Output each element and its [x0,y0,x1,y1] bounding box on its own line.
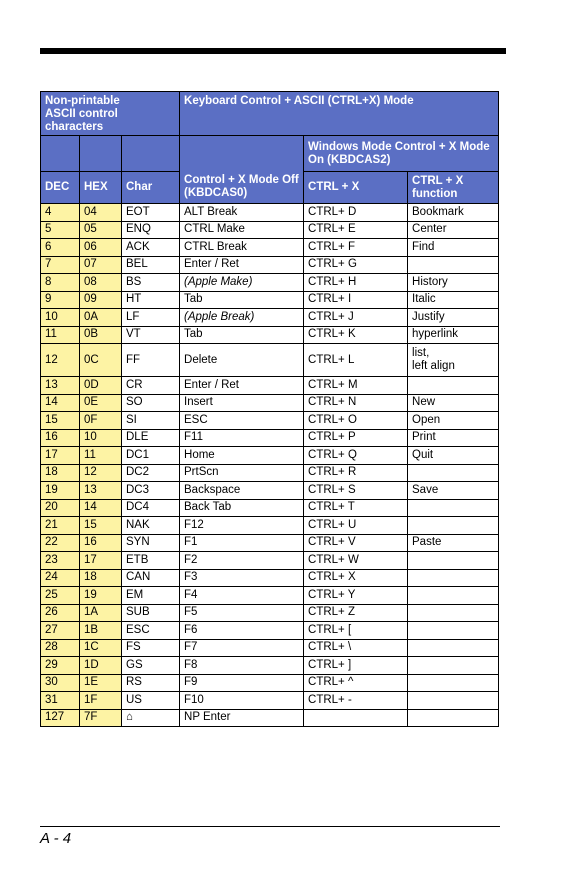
ctrl-x-cell: CTRL+ M [304,377,408,395]
table-row [41,552,499,570]
table-row [41,377,499,395]
table-row [41,274,499,292]
ctrl-x-cell [304,709,408,727]
dec-cell: 6 [41,239,80,257]
dec-cell: 7 [41,256,80,274]
hex-cell: 15 [80,517,122,535]
ctrl-x-function-cell [408,377,499,395]
ctrl-x-cell: CTRL+ N [304,394,408,412]
ctrl-off-cell: F2 [180,552,304,570]
char-cell: SO [122,394,180,412]
ctrl-x-function-cell [408,499,499,517]
ctrl-x-function-cell [408,569,499,587]
hex-cell: 04 [80,204,122,222]
dec-cell: 26 [41,604,80,622]
ctrl-x-function-cell [408,709,499,727]
table-row [41,429,499,447]
hex-cell: 08 [80,274,122,292]
ctrl-x-function-cell [408,552,499,570]
table-body [41,204,499,727]
char-cell: DC3 [122,482,180,500]
dec-cell: 19 [41,482,80,500]
char-cell: CR [122,377,180,395]
table-row [41,204,499,222]
table-row [41,639,499,657]
ctrl-x-cell: CTRL+ ] [304,657,408,675]
ctrl-off-cell: PrtScn [180,464,304,482]
ctrl-x-function-cell: New [408,394,499,412]
hex-cell: 07 [80,256,122,274]
ctrl-x-header: CTRL + X [304,172,408,204]
ctrl-x-cell: CTRL+ E [304,221,408,239]
char-cell: SI [122,412,180,430]
table-row [41,447,499,465]
char-cell: DC2 [122,464,180,482]
ctrl-off-cell: F10 [180,692,304,710]
char-cell: GS [122,657,180,675]
ctrl-x-cell: CTRL+ D [304,204,408,222]
ctrl-x-function-cell: Paste [408,534,499,552]
hex-cell: 05 [80,221,122,239]
dec-cell: 30 [41,674,80,692]
empty-header-cell [41,136,80,172]
ctrl-off-cell: Enter / Ret [180,256,304,274]
hex-cell: 0F [80,412,122,430]
hex-header: HEX [80,172,122,204]
ctrl-x-cell: CTRL+ P [304,429,408,447]
ctrl-x-cell: CTRL+ W [304,552,408,570]
dec-cell: 10 [41,309,80,327]
table-row [41,534,499,552]
table-row [41,657,499,675]
ctrl-off-cell: NP Enter [180,709,304,727]
ctrl-x-cell: CTRL+ \ [304,639,408,657]
dec-cell: 8 [41,274,80,292]
ctrl-x-cell: CTRL+ X [304,569,408,587]
ctrl-x-function-cell [408,657,499,675]
char-cell: SYN [122,534,180,552]
char-cell: LF [122,309,180,327]
table-row [41,587,499,605]
char-cell: EOT [122,204,180,222]
char-cell: DC4 [122,499,180,517]
ctrl-off-cell: Tab [180,291,304,309]
ctrl-x-cell: CTRL+ T [304,499,408,517]
ctrl-off-cell: ALT Break [180,204,304,222]
char-cell: BS [122,274,180,292]
hex-cell: 18 [80,569,122,587]
table-row [41,239,499,257]
dec-cell: 9 [41,291,80,309]
hex-cell: 1D [80,657,122,675]
table-row [41,622,499,640]
dec-cell: 4 [41,204,80,222]
ascii-control-table [40,91,499,727]
dec-cell: 31 [41,692,80,710]
hex-cell: 09 [80,291,122,309]
char-cell: BEL [122,256,180,274]
table-row [41,412,499,430]
ctrl-x-function-cell: Justify [408,309,499,327]
ctrl-off-cell: F5 [180,604,304,622]
hex-cell: 1C [80,639,122,657]
hex-cell: 10 [80,429,122,447]
empty-header-cell [122,136,180,172]
table-header [41,92,499,204]
hex-cell: 0B [80,326,122,344]
char-cell: ENQ [122,221,180,239]
ctrl-off-cell: Backspace [180,482,304,500]
hex-cell: 06 [80,239,122,257]
hex-cell: 0A [80,309,122,327]
ctrl-x-function-cell [408,674,499,692]
hex-cell: 1F [80,692,122,710]
dec-cell: 24 [41,569,80,587]
table-row [41,604,499,622]
hex-cell: 0C [80,344,122,377]
ctrl-x-function-cell [408,639,499,657]
dec-cell: 127 [41,709,80,727]
hex-cell: 0D [80,377,122,395]
ctrl-off-cell: F6 [180,622,304,640]
dec-cell: 22 [41,534,80,552]
table-row [41,674,499,692]
ctrl-off-cell: Enter / Ret [180,377,304,395]
ctrl-x-cell: CTRL+ F [304,239,408,257]
windows-mode-header: Windows Mode Control + X Mode On (KBDCAS2) [304,136,499,172]
ctrl-off-cell: F4 [180,587,304,605]
table-row [41,309,499,327]
table-row [41,291,499,309]
char-cell: HT [122,291,180,309]
ctrl-x-cell: CTRL+ O [304,412,408,430]
char-cell: ⌂ [122,709,180,727]
dec-cell: 17 [41,447,80,465]
ctrl-x-function-cell: Open [408,412,499,430]
ctrl-x-function-cell: Quit [408,447,499,465]
ctrl-off-cell: Tab [180,326,304,344]
ctrl-x-cell: CTRL+ I [304,291,408,309]
char-cell: CAN [122,569,180,587]
ctrl-x-cell: CTRL+ H [304,274,408,292]
char-cell: VT [122,326,180,344]
hex-cell: 1A [80,604,122,622]
hex-cell: 7F [80,709,122,727]
table-row [41,464,499,482]
table-row [41,499,499,517]
dec-header: DEC [41,172,80,204]
hex-cell: 16 [80,534,122,552]
char-cell: DLE [122,429,180,447]
hex-cell: 12 [80,464,122,482]
char-cell: FF [122,344,180,377]
char-cell: US [122,692,180,710]
char-cell: FS [122,639,180,657]
ctrl-x-cell: CTRL+ L [304,344,408,377]
keyboard-mode-header: Keyboard Control + ASCII (CTRL+X) Mode [180,92,499,136]
ctrl-x-function-cell: Bookmark [408,204,499,222]
ctrl-x-cell: CTRL+ J [304,309,408,327]
ctrl-off-cell: F8 [180,657,304,675]
ctrl-x-function-cell [408,622,499,640]
char-cell: ESC [122,622,180,640]
dec-cell: 13 [41,377,80,395]
ctrl-off-cell: F11 [180,429,304,447]
char-cell: DC1 [122,447,180,465]
dec-cell: 15 [41,412,80,430]
ctrl-x-function-cell: hyperlink [408,326,499,344]
ctrl-off-cell: Insert [180,394,304,412]
ctrl-off-cell: (Apple Break) [180,309,304,327]
hex-cell: 1B [80,622,122,640]
top-rule [40,48,506,54]
ctrl-x-cell: CTRL+ Z [304,604,408,622]
dec-cell: 16 [41,429,80,447]
ctrl-off-cell: Back Tab [180,499,304,517]
ctrl-off-cell: F7 [180,639,304,657]
char-cell: RS [122,674,180,692]
dec-cell: 5 [41,221,80,239]
ctrl-x-function-cell: Print [408,429,499,447]
char-cell: SUB [122,604,180,622]
dec-cell: 25 [41,587,80,605]
ctrl-x-cell: CTRL+ U [304,517,408,535]
hex-cell: 13 [80,482,122,500]
hex-cell: 14 [80,499,122,517]
ctrl-x-function-cell: Save [408,482,499,500]
ctrl-x-function-cell [408,692,499,710]
ctrl-off-cell: F12 [180,517,304,535]
ctrl-off-cell: F3 [180,569,304,587]
ctrl-x-function-header: CTRL + X function [408,172,499,204]
ctrl-x-function-cell [408,587,499,605]
table-row [41,326,499,344]
char-cell: EM [122,587,180,605]
ctrl-off-cell: CTRL Break [180,239,304,257]
hex-cell: 0E [80,394,122,412]
table-row [41,709,499,727]
dec-cell: 12 [41,344,80,377]
ctrl-x-cell: CTRL+ ^ [304,674,408,692]
ctrl-x-function-cell: Center [408,221,499,239]
bottom-rule [40,826,500,827]
ctrl-x-function-cell: Italic [408,291,499,309]
table-row [41,692,499,710]
dec-cell: 21 [41,517,80,535]
ctrl-x-cell: CTRL+ K [304,326,408,344]
hex-cell: 1E [80,674,122,692]
ctrl-x-cell: CTRL+ Y [304,587,408,605]
dec-cell: 14 [41,394,80,412]
dec-cell: 11 [41,326,80,344]
ctrl-x-cell: CTRL+ Q [304,447,408,465]
table-row [41,482,499,500]
ctrl-x-function-cell: list, left align [408,344,499,377]
table-row [41,221,499,239]
ctrl-x-function-cell: History [408,274,499,292]
dec-cell: 27 [41,622,80,640]
nonprintable-header: Non-printable ASCII control characters [41,92,180,136]
char-cell: ACK [122,239,180,257]
ctrl-off-cell: ESC [180,412,304,430]
page-number: A - 4 [40,830,72,847]
ctrl-x-function-cell [408,464,499,482]
table-row [41,256,499,274]
ctrl-x-function-cell: Find [408,239,499,257]
ctrl-x-cell: CTRL+ R [304,464,408,482]
ctrl-x-function-cell [408,517,499,535]
ctrl-x-cell: CTRL+ [ [304,622,408,640]
dec-cell: 28 [41,639,80,657]
hex-cell: 11 [80,447,122,465]
hex-cell: 19 [80,587,122,605]
hex-cell: 17 [80,552,122,570]
dec-cell: 18 [41,464,80,482]
dec-cell: 23 [41,552,80,570]
dec-cell: 29 [41,657,80,675]
ctrl-off-cell: Home [180,447,304,465]
ctrl-x-cell: CTRL+ G [304,256,408,274]
ctrl-x-function-cell [408,256,499,274]
table-row [41,344,499,377]
ctrl-x-function-cell [408,604,499,622]
table-row [41,569,499,587]
char-cell: NAK [122,517,180,535]
ctrl-x-cell: CTRL+ - [304,692,408,710]
ctrl-off-header: Control + X Mode Off (KBDCAS0) [180,136,304,204]
ctrl-off-cell: F1 [180,534,304,552]
ctrl-off-cell: (Apple Make) [180,274,304,292]
ctrl-off-cell: F9 [180,674,304,692]
ctrl-x-cell: CTRL+ S [304,482,408,500]
ctrl-x-cell: CTRL+ V [304,534,408,552]
ctrl-off-cell: Delete [180,344,304,377]
ctrl-off-cell: CTRL Make [180,221,304,239]
table-row [41,517,499,535]
char-header: Char [122,172,180,204]
table-row [41,394,499,412]
dec-cell: 20 [41,499,80,517]
char-cell: ETB [122,552,180,570]
empty-header-cell [80,136,122,172]
